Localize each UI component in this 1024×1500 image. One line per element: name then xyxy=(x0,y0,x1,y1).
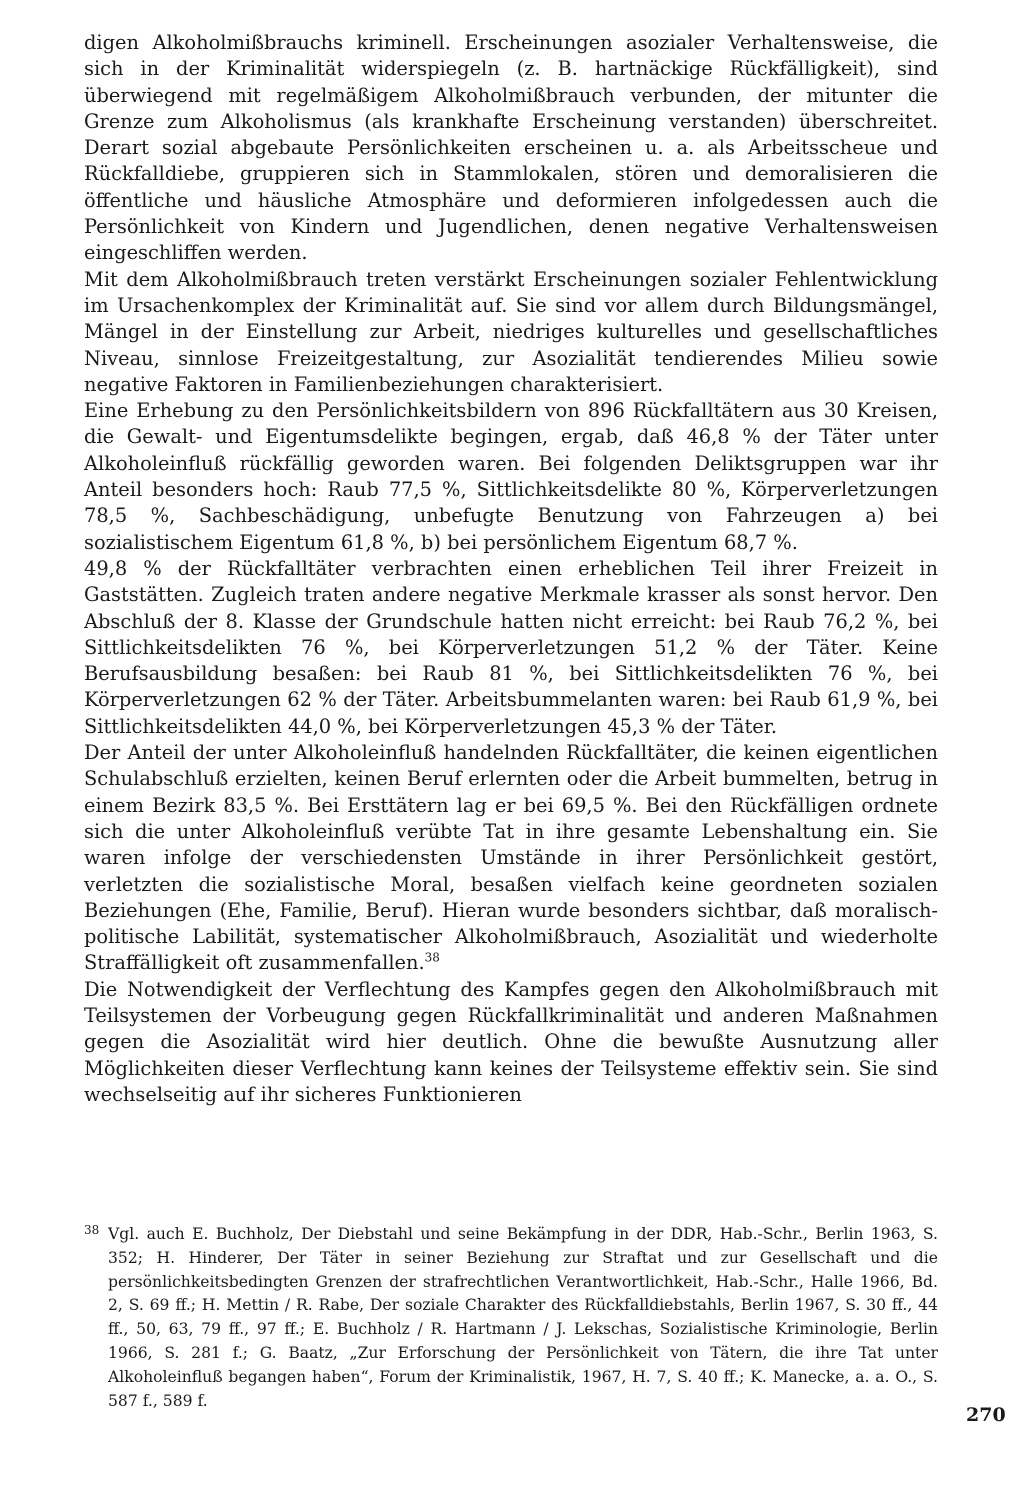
paragraph-6: Die Notwendigkeit der Verflechtung des Kampfes gegen den Alkoholmißbrauch mit Teilsystemen der Vorbeugung gegen Rückfallkriminalität und anderen Maßnahmen gegen die Asozialität wird hier deutlich. Ohne die bewußte Ausnutzung aller Möglichkeiten dieser Verflechtung kann keines der Teilsysteme effektiv sein. Sie sind wechselseitig auf ihr sicheres Funktionieren xyxy=(84,977,938,1106)
paragraph-4: 49,8 % der Rückfalltäter verbrachten einen erheblichen Teil ihrer Freizeit in Gaststätten. Zugleich traten andere negative Merkmale krasser als sonst hervor. Den Abschluß der 8. Klasse der Grundschule hatten nicht erreicht: bei Raub 76,2 %, bei Sittlichkeitsdelikten 76 %, bei Körperverletzungen 51,2 % der Täter. Keine Berufsausbildung besaßen: bei Raub 81 %, bei Sittlichkeitsdelikten 76 %, bei Körperverletzungen 62 % der Täter. Arbeitsbummelanten waren: bei Raub 61,9 %, bei Sittlichkeitsdelikten 44,0 %, bei Körperverletzungen 45,3 % der Täter. xyxy=(84,556,938,738)
footnotes xyxy=(84,1223,938,1413)
paragraph-5 xyxy=(84,740,938,977)
footnote-text: Vgl. auch E. Buchholz, Der Diebstahl und seine Bekämpfung in der DDR, Hab.-Schr., Berlin 1963, S. 352; H. Hinderer, Der Täter in seiner Beziehung zur Straftat und zur Gesellschaft und die persönlichkeitsbedingten Grenzen der strafrechtlichen Verantwortlichkeit, Hab.-Schr., Halle 1966, Bd. 2, S. 69 ff.; H. Mettin / R. Rabe, Der soziale Charakter des Rückfalldiebstahls, Berlin 1967, S. 30 ff., 44 ff., 50, 63, 79 ff., 97 ff.; E. Buchholz / R. Hartmann / J. Lekschas, Sozialistische Kriminologie, Berlin 1966, S. 281 f.; G. Baatz, „Zur Erforschung der Persönlichkeit von Tätern, die ihre Tat unter Alkoholeinfluß begangen haben“, Forum der Kriminalistik, 1967, H. 7, S. 40 ff.; K. Manecke, a. a. O., S. 587 f., 589 f. xyxy=(108,1225,938,1410)
paragraph-1: digen Alkoholmißbrauchs kriminell. Erscheinungen asozialer Verhaltensweise, die sich in der Kriminalität widerspiegeln (z. B. hartnäckige Rückfälligkeit), sind überwiegend mit regelmäßigem Alkoholmißbrauch verbunden, der mitunter die Grenze zum Alkoholismus (als krankhafte Erscheinung verstanden) überschreitet. Derart sozial abgebaute Persönlichkeiten erscheinen u. a. als Arbeitsscheue und Rückfalldiebe, gruppieren sich in Stammlokalen, stören und demoralisieren die öffentliche und häusliche Atmosphäre und deformieren infolgedessen auch die Persönlichkeit von Kindern und Jugendlichen, denen negative Verhaltensweisen eingeschliffen werden. xyxy=(84,31,938,265)
page-number: 270 xyxy=(966,1404,1006,1426)
paragraph-2: Mit dem Alkoholmißbrauch treten verstärkt Erscheinungen sozialer Fehlentwicklung im Ursachenkomplex der Kriminalität auf. Sie sind vor allem durch Bildungsmängel, Mängel in der Einstellung zur Arbeit, niedriges kulturelles und gesellschaftliches Niveau, sinnlose Freizeitgestaltung, zur Asozialität tendierendes Milieu sowie negative Faktoren in Familienbeziehungen charakterisiert. xyxy=(84,267,938,396)
footnote-38 xyxy=(84,1223,938,1413)
paragraph-3: Eine Erhebung zu den Persönlichkeitsbildern von 896 Rückfalltätern aus 30 Kreisen, die Gewalt- und Eigentumsdelikte begingen, ergab, daß 46,8 % der Täter unter Alkoholeinfluß rückfällig geworden waren. Bei folgenden Deliktsgruppen war ihr Anteil besonders hoch: Raub 77,5 %, Sittlichkeitsdelikte 80 %, Körperverletzungen 78,5 %, Sachbeschädigung, unbefugte Benutzung von Fahrzeugen a) bei sozialistischem Eigentum 61,8 %, b) bei persönlichem Eigentum 68,7 %. xyxy=(84,399,938,554)
footnote-reference: 38 xyxy=(424,950,440,965)
footnote-number: 38 xyxy=(84,1223,100,1237)
main-text xyxy=(84,30,938,1108)
paragraph-5-text: Der Anteil der unter Alkoholeinfluß handelnden Rückfalltäter, die keinen eigentlichen Schulabschluß erzielten, keinen Beruf erlernten oder die Arbeit bummelten, betrug in einem Bezirk 83,5 %. Bei Ersttätern lag er bei 69,5 %. Bei den Rückfälligen ordnete sich die unter Alkoholeinfluß verübte Tat in ihre gesamte Lebenshaltung ein. Sie waren infolge der verschiedensten Umstände in ihrer Persönlichkeit gestört, verletzten die sozialistische Moral, besaßen vielfach keine geordneten sozialen Beziehungen (Ehe, Familie, Beruf). Hieran wurde besonders sichtbar, daß moralisch-politische Labilität, systematischer Alkoholmißbrauch, Asozialität und wiederholte Straffälligkeit oft zusammenfallen. xyxy=(84,741,938,975)
